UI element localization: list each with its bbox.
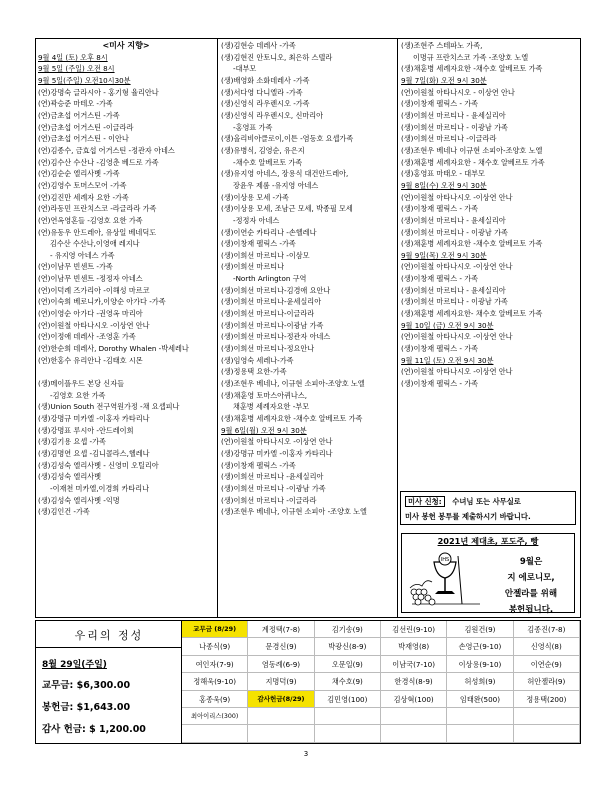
intention-line: (생)이창재 펠릭스 - 가족 [401,344,479,354]
intention-line: (생)이희선 마르티나 - 윤세실리아 [401,215,506,225]
donor-cell: 오문일(9) [315,656,381,673]
intention-line: (생)채훈병 세례자요한 - 채수호 알베르토 가족 [401,157,545,167]
offering-date: 8월 29일(주일) [42,660,107,670]
intention-line: (연)이숙희 베로니카,이양순 아가다 -가족 [38,297,166,307]
intention-line: (생)Union South 전구역원가정 -채 요셉피나 [38,402,180,412]
intention-line: (생)이희선 마르티나-이글라라 [221,309,315,319]
donor-row [182,725,580,742]
donor-cell: 김원건(9) [447,621,513,638]
donor-cell: 채수호(9) [315,673,381,690]
intention-line: (생)올리비아클로이,이튼 -염동호 요셉가족 [221,134,354,144]
intention-line: (연)한홍수 유리안나 -김태호 시몬 [38,355,143,365]
mass-date-heading: 9월 7일(화) 오전 9시 30분 [401,75,487,85]
donor-cell [381,708,447,725]
donor-cell: 이상용(9-10) [447,656,513,673]
intention-line: (생)이희선 마르티나 -이광남 가족 [221,483,326,493]
intention-line: (생)이희선 마르티나-정요안나 [221,344,315,354]
intention-line: (생)유지영 아네스, 장용식 대건안드레아, [221,169,349,179]
intention-line: 장윤우 제롬 -유지영 아네스 [233,180,319,190]
intention-line: 김수산 수산나,이영애 레지나 [50,239,140,249]
donor-cell: 여인자(7-9) [182,656,248,673]
donor-cell: 정해욱(9-10) [182,673,248,690]
event-line-3: 안젤라를 위해 [504,589,558,599]
intention-line: (연)금초섭 어거스틴 - 이안나 [38,134,129,144]
mass-column-2 [218,38,398,618]
intention-line: (생)이희선 마르티나 [221,262,285,272]
donor-cell [315,708,381,725]
intention-line: -이재천 미카엘,이경희 카타리나 [50,483,150,493]
offering-title: 우리의 정성 [36,625,182,648]
altar-offering-title: 2021년 제대초, 포도주, 빵 [437,536,539,546]
intention-line: -정정자 아네스 [233,215,280,225]
mass-date-heading: 9월 5일(주일) 오전10시30분 [38,75,131,85]
notice-tag: 미사 신청: [405,496,445,507]
donor-cell: 임태완(500) [447,691,513,708]
mass-date-heading: 9월 4일 (토) 오후 8시 [38,52,108,62]
intention-line: (연)금초섭 어거스틴 -이글라라 [38,122,134,132]
donor-row [182,621,580,638]
donor-cell [248,725,314,742]
donor-cell: 나종식(9) [182,638,248,655]
donor-cell: 염동례(6-9) [248,656,314,673]
intention-line: (생)정용택 요한-가족 [221,367,287,377]
donor-cell: 문경신(9) [248,638,314,655]
donor-cell: 허성희(9) [447,673,513,690]
intention-line: (생)이상용 모세, 조남근 모세, 박종필 모세 [221,204,353,214]
donor-cell: 김종진(7-8) [514,621,580,638]
donor-row [182,708,580,725]
mass-column-3 [398,38,581,618]
event-line-1: 9월은 [519,557,543,567]
intention-line: -홍영표 가족 [233,122,273,132]
donor-cell: 김상혁(100) [381,691,447,708]
section-title: <미사 지향> [102,41,150,50]
intention-line: (생)이창재 펠릭스 - 가족 [401,274,479,284]
donor-cell: 이연순(9) [514,656,580,673]
intention-line: (생)서다영 다니엘라 -가족 [221,87,303,97]
intention-line: (생)채훈병 세례자요한 -채수호 알베르토 가족 [401,64,543,74]
intention-line: (연)김종수, 금효섭 어거스틴 -정관자 아네스 [38,145,175,155]
donor-cell [248,708,314,725]
offering-summary [36,621,182,743]
intention-line: (생)조현우 베네나, 이규현 소피아 -조양호 노엘 [221,507,367,517]
donor-cell [447,725,513,742]
donor-cell [315,725,381,742]
intention-line: (생)채훈병 세례자요한- 채수호 알베르토 가족 [401,309,543,319]
intention-line: (연)곽승준 마테오 -가족 [38,99,113,109]
intention-line: (연)연옥영혼들 -김영호 요한 가족 [38,215,143,225]
donor-cell: 정용택(200) [514,691,580,708]
intention-line: (연)이원철 아타나시오 -이상연 안나 [401,332,513,342]
mass-date-heading: 9월 9일(목) 오전 9시 30분 [401,250,487,260]
intention-line: (생)이연순 카타리나 -손헬레나 [221,227,317,237]
intention-line: -채수호 알베르토 가족 [233,157,303,167]
intention-line: (생)신영식 라우렌시오, 신마리아 [221,110,324,120]
donor-cell: 김선린(9-10) [381,621,447,638]
donor-cell: 계정택(7-8) [248,621,314,638]
intention-line: (생)이희선 마르티나-김경애 요안나 [221,285,331,295]
mass-column-1 [35,38,218,618]
intention-line: (생)조현주 스테파노 가족, [401,41,483,50]
intention-line: (생)이희선 마르티나 -이삼모 [221,250,310,260]
donor-cell [182,725,248,742]
donor-cell: 한경식(8-9) [381,673,447,690]
intention-line: (생)이희선 마르티나 - 이광남 가족 [401,297,508,307]
intention-line: (생)이희선 마르티나 - 이광남 가족 [401,227,508,237]
donor-cell: 손영근(9-10) [447,638,513,655]
intention-line: (연)이영순 아가다 -권영옥 마리아 [38,309,143,319]
intention-line: (생)이희선 마르티나 -윤세실리아 [221,472,324,482]
intention-line: (생)메이플우드 본당 신자들 [38,379,124,389]
intention-line: (연)금초섭 어거스틴 -가족 [38,110,120,120]
intention-line: (생)김성숙 엘리사벳 - 신영미 오틸리아 [38,460,159,470]
intention-line: (생)조현우 베네나, 이규현 소피아-조양호 노엘 [221,379,365,389]
intention-line: (연)이원철 아타나시오 -이상연 안나 [401,192,513,202]
intention-line: (생)이창재 펠릭스 -가족 [221,460,296,470]
donor-cell: 지명덕(9) [248,673,314,690]
intention-line: (생)조현우 베네나 이규현 소피아-조양호 노엘 [401,145,543,155]
intention-line: (생)이희선 마르티나 - 이광남 가족 [401,122,508,132]
intention-line: (생)채훈병 세례자요한 -채수호 알베르토 가족 [401,239,543,249]
intention-line: (연)이원철 아타나시오 -이상연 안나 [401,367,513,377]
donor-cell: 박광신(8-9) [315,638,381,655]
intention-line: (생)김현승 데레사 -가족 [221,41,296,50]
collection-amount: 교무금: $6,300.00 [42,680,131,691]
donor-row [182,638,580,655]
intention-line: (생)이희선 마르티나-이광남 가족 [221,320,324,330]
donor-cell: 김기송(9) [315,621,381,638]
thanks-offering-amount: 감사 헌금: $ 1,200.00 [42,724,146,735]
intention-line: (생)이창재 펠릭스 - 가족 [401,99,479,109]
intention-line: (생)김성숙 엘리사벳 -익명 [38,495,120,505]
intention-line: 이명규 프란치스코 가족 -조양호 노엘 [413,52,529,62]
intention-line: (생)이상용 모세 -가족 [221,192,289,202]
mass-date-heading: 9월 6일(월) 오전 9시 30분 [221,425,307,435]
donor-cell [514,725,580,742]
donor-row [182,673,580,690]
intention-line: (생)이창재 펠릭스 - 가족 [401,379,479,389]
category-label: 교무금 (8/29) [182,621,248,638]
intention-line: (생)김기용 요셉 -가족 [38,437,106,447]
intention-line: (생)이희선 마르티나-윤세실리아 [221,297,322,307]
intention-line: (생)이창재 펠릭스 -가족 [221,239,296,249]
intention-line: (연)김진만 세례자 요한 -가족 [38,192,129,202]
donor-cell: 김민영(100) [315,691,381,708]
intention-line: (생)채훈영 토마스아퀴나스, [221,390,307,400]
category-label: 감사헌금(8/29) [248,691,314,708]
intention-line: -대부모 [233,64,257,74]
event-line-2: 지 에로니모, [507,573,555,583]
intention-line: (연)강명숙 글라시아 - 홍기형 율리안나 [38,87,159,97]
intention-line [38,366,214,378]
intention-line: (생)김명연 요셉 -김니콜라스,헬레나 [38,448,150,458]
donor-cell: 허안젤라(9) [514,673,580,690]
donor-cell: 최아이리스(300) [182,708,248,725]
intention-line: (생)김현진 안토니오, 최은하 스텔라 [221,52,333,62]
intention-line: (연)이원철 아타나시오 -이상연 안나 [401,262,513,272]
intention-line: (생)홍영표 마태오 - 대부모 [401,169,485,179]
donor-grid [182,621,580,743]
intention-line: (생)이희선 마르티나 - 윤세실리아 [401,110,506,120]
offering-section [35,620,581,744]
intention-line: (생)채훈병 세례자요한 -채수호 알베르토 가족 [221,414,363,423]
intention-line: (생)이희선 마르티나 -이글라라 [221,495,317,505]
intention-line: (생)이희선 마르티나-정관자 아네스 [221,332,331,342]
intention-line: (생)배영화 소화데레사 -가족 [221,75,310,85]
intention-line: (생)이희선 마르티나 - 윤세실리아 [401,285,506,295]
intention-line: (생)김인건 -가족 [38,507,90,517]
intention-line: (연)김영수 토머스모어 -가족 [38,180,127,190]
intention-line: (생)강명규 미카엘 -이홍자 카타리나 [38,413,150,423]
intention-line: (연)이남무 빈센트 -가족 [38,262,113,272]
page-number: 3 [303,750,309,758]
intention-line: - 유지영 아네스 가족 [50,250,115,260]
mass-date-heading: 9월 5일 (주일) 오전 8시 [38,64,115,74]
notice-line-1: 수녀님 또는 사무실로 [452,497,521,506]
donor-row [182,656,580,673]
notice-line-2: 미사 봉헌 봉투를 제출하시기 바랍니다. [405,512,531,521]
donor-cell: 홍종욱(9) [182,691,248,708]
intention-line: (생)신영식 라우렌시오 -가족 [221,99,310,109]
intention-line: (생)유병식, 김영순, 유은지 [221,145,305,155]
mass-date-heading: 9월 10일 (금) 오전 9시 30분 [401,320,494,330]
intention-line: (생)김성숙 엘리사벳 [38,472,102,482]
intention-line: (연)라동민 프란치스코 -라글라라 가족 [38,204,157,214]
intention-line: (연)이원철 아타나시오 -이상연 안나 [221,437,333,447]
intention-line: -North Arlington 구역 [233,274,307,284]
chalice-grapes-icon [406,552,486,610]
donor-cell [514,708,580,725]
event-line-4: 봉헌됩니다. [508,605,554,615]
intention-line: (연)이남무 빈센트 -정정자 아네스 [38,274,143,284]
donor-cell: 이남국(7-10) [381,656,447,673]
intention-line: (생)강명표 루시아 -안드레이희 [38,425,134,435]
intention-line: (연)이덕례 즈가리아 -이해성 마르코 [38,285,150,295]
altar-offering-box [401,533,575,613]
donor-cell [447,708,513,725]
intention-line: (연)김순순 엘리사벳 -가족 [38,169,120,179]
mass-date-heading: 9월 8일(수) 오전 9시 30분 [401,180,487,190]
donor-cell: 신영식(8) [514,638,580,655]
intention-line: (연)김수산 수산나 -김영춘 베드로 가족 [38,157,159,167]
intention-line: 채훈병 세례자요한 -부모 [233,402,310,412]
mass-date-heading: 9월 11일 (토) 오전 9시 30분 [401,355,494,365]
intention-line: (연)한순희 데레사, Dorothy Whalen -박세레나 [38,344,189,354]
intention-line: -김영호 요한 가족 [50,390,106,400]
svg-text:IHS: IHS [440,557,450,563]
mass-request-notice [400,491,576,525]
donor-cell: 박재영(8) [381,638,447,655]
intention-line: (생)이창재 펠릭스 - 가족 [401,204,479,214]
intention-line: (생)이희선 마르티나 -이글라라 [401,134,497,144]
donor-cell [381,725,447,742]
offertory-amount: 봉헌금: $1,643.00 [42,702,131,713]
intention-line: (생)임영숙 세레나-가족 [221,355,294,365]
intention-line: (연)이원철 아타나시오 - 이상연 안나 [401,87,515,97]
intention-line: (생)강명규 미카엘 -이홍자 카타리나 [221,448,333,458]
intention-line: (연)이원철 아타나시오 -이상연 안나 [38,320,150,330]
intention-line: (연)유동우 안드레아, 유상일 베네딕도 [38,227,157,237]
donor-row [182,691,580,708]
intention-line: (연)이정애 데레사 -조영훈 가족 [38,332,136,342]
